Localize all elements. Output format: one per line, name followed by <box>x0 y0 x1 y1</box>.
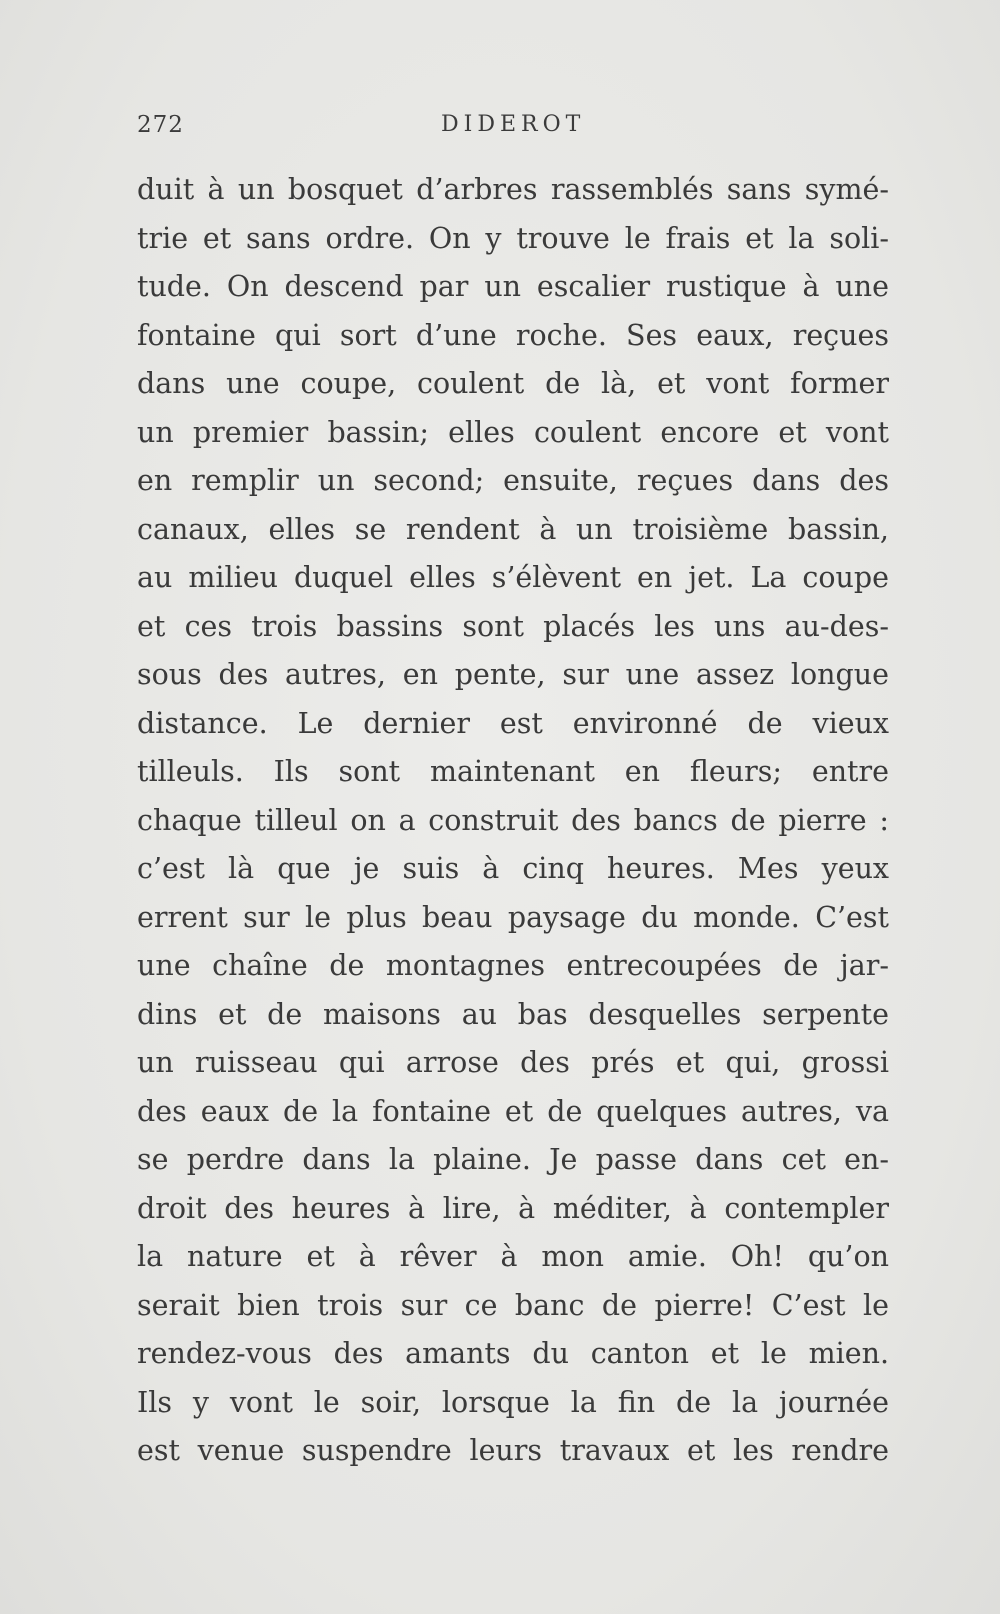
text-line: en remplir un second; ensuite, reçues dans des <box>137 464 889 497</box>
text-line: une chaîne de montagnes entrecoupées de jar- <box>137 949 889 982</box>
text-line: errent sur le plus beau paysage du monde. C’est <box>137 900 889 934</box>
text-line: c’est là que je suis à cinq heures. Mes yeux <box>137 852 889 885</box>
page-number: 272 <box>137 112 184 138</box>
text-line: tude. On descend par un escalier rustique à une <box>137 270 889 303</box>
text-line: tilleuls. Ils sont maintenant en fleurs; entre <box>137 755 889 788</box>
running-title: DIDEROT <box>441 112 586 137</box>
text-line: fontaine qui sort d’une roche. Ses eaux, reçues <box>137 318 889 352</box>
text-line: canaux, elles se rendent à un troisième bassin, <box>137 512 889 546</box>
text-line: dins et de maisons au bas desquelles serpente <box>137 997 889 1031</box>
running-head <box>137 112 889 144</box>
text-line: Ils y vont le soir, lorsque la fin de la journée <box>137 1385 889 1419</box>
text-line: se perdre dans la plaine. Je passe dans cet en- <box>137 1143 889 1176</box>
text-line: dans une coupe, coulent de là, et vont former <box>137 367 889 400</box>
text-line: la nature et à rêver à mon amie. Oh! qu’on <box>137 1240 889 1273</box>
text-line: rendez-vous des amants du canton et le mien. <box>137 1337 889 1370</box>
text-line: un ruisseau qui arrose des prés et qui, grossi <box>137 1046 889 1079</box>
body-text <box>137 166 889 1476</box>
text-line: est venue suspendre leurs travaux et les rendre <box>137 1434 889 1467</box>
text-line: sous des autres, en pente, sur une assez longue <box>137 658 889 691</box>
text-line: droit des heures à lire, à méditer, à contempler <box>137 1191 889 1225</box>
text-line: serait bien trois sur ce banc de pierre! C’est le <box>137 1288 889 1322</box>
text-line: et ces trois bassins sont placés les uns au-des- <box>137 609 889 643</box>
text-line: chaque tilleul on a construit des bancs de pierre : <box>137 803 889 837</box>
text-line: au milieu duquel elles s’élèvent en jet. La coupe <box>137 561 889 594</box>
text-line: trie et sans ordre. On y trouve le frais et la soli- <box>137 221 889 255</box>
text-line: un premier bassin; elles coulent encore et vont <box>137 415 889 449</box>
text-line: des eaux de la fontaine et de quelques autres, va <box>137 1094 889 1128</box>
text-line: distance. Le dernier est environné de vieux <box>137 706 889 740</box>
text-line: duit à un bosquet d’arbres rassemblés sans symé- <box>137 173 889 206</box>
